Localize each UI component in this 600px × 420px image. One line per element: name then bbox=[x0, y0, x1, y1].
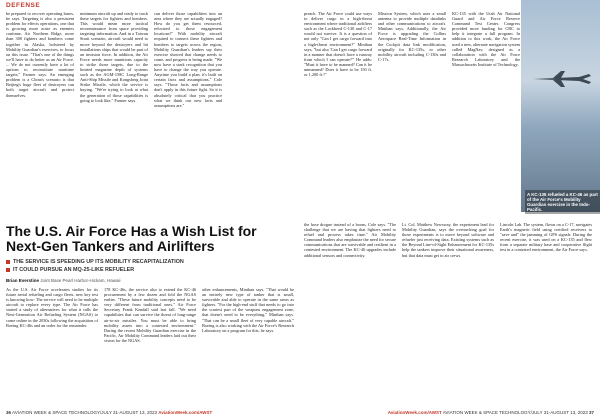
text-column bbox=[304, 11, 372, 216]
paragraph: minimum aircraft up and ready to track these targets for fighters and bombers. This would mean more tactical reconnaissance from space providing targeting information. And in a Taiwan Strait scenario, aircraft would need to move beyond the destroyers and hit installations ships that would be part of an invasion force. In addition, the Air Force needs more munitions capacity to strike those targets, due to the limited magazine depth of systems such as the AGM-158C Long-Range Anti-Ship Missile and Kongsberg Joint Strike Missile, which the service is buying. "We're trying to look at what the generation of those capabilities is going to look like," Farmer says. bbox=[80, 11, 148, 103]
text-column bbox=[154, 11, 222, 216]
deck-bullets bbox=[6, 258, 184, 274]
top-columns bbox=[304, 11, 520, 216]
text-column bbox=[104, 287, 196, 403]
author-location: Joint Base Pearl Harbor-Hickam, Hawaii bbox=[40, 278, 121, 283]
bullet-item bbox=[6, 258, 184, 266]
publication-line: AVIATION WEEK & SPACE TECHNOLOGY/JULY 31-AUGUST 13, 2023 bbox=[12, 410, 157, 415]
right-page bbox=[300, 0, 600, 420]
publication-line: AVIATION WEEK & SPACE TECHNOLOGY/JULY 31-AUGUST 13, 2023 bbox=[442, 410, 588, 415]
paragraph: other enhancements, Minihan says. "That would be an entirely new type of tanker that is small, survivable and able to operate in the same areas as fighters. "For the high-end stuff that needs to go into the scariest part of the weapons engagement zone, that doesn't need to be everything," Minihan says. "That can be a small fleet of very capable aircraft." Boeing is also working with the Air Force's Research Laboratory on a program for this, he says. bbox=[202, 287, 294, 333]
footer-right bbox=[388, 410, 594, 415]
author-name: Brian Everstine bbox=[6, 278, 40, 283]
bullet-square-icon bbox=[6, 260, 10, 264]
text-column bbox=[500, 222, 592, 404]
paragraph: KC-135 with the Utah Air National Guard and Air Force Reserve Command Test Center. Congress provided more funding for CRC to help it integrate a full program. In addition to this work, the Air Force used a new, alternate navigation system called MagNav, designed as a collaboration with the Air Force Research Laboratory and the Massachusetts Institute of Technology. bbox=[452, 11, 520, 67]
text-column bbox=[304, 222, 396, 404]
paragraph: the hose drogue instead of a boom, Cole says. "The challenge that we are having that fighters need to refuel and process takes time." Air Mobility Command leaders also emphasize the need for secure communications that are survivable and resilient in a contested environment. The KC-46 upgrades include additional sensors and connectivity. bbox=[304, 222, 396, 258]
tanker-aircraft-icon bbox=[531, 70, 593, 88]
article-headline: The U.S. Air Force Has a Wish List for Next-Gen Tankers and Airlifters bbox=[6, 223, 257, 254]
text-column bbox=[6, 287, 98, 403]
byline bbox=[6, 278, 121, 283]
top-columns bbox=[6, 11, 222, 216]
paragraph: 178 KC-46s, the service also to extend the KC-46 procurement by a few dozen and fold the NGAS earlier. "These future mobility concepts need to be very different from traditional ones," Air Force Secretary Frank Kendall said last fall. "We need capabilities that can survive the threat of long-range air-to-air missiles. You must be able to bring mobility assets into a contested environment." During the recent Mobility Guardian exercise in the Pacific, Air Mobility Command leaders laid out their vision for the NGAS. bbox=[104, 287, 196, 343]
photo-caption: A KC-135 refueled a KC-46 as part of the Air Force's Mobility Guardian exercise in the Indo-Pacific. bbox=[525, 190, 600, 214]
text-column bbox=[452, 11, 520, 216]
footer-url[interactable]: AviationWeek.com/AWST bbox=[387, 410, 442, 415]
paragraph: Lt. Col. Matthew Newsway, the experiment lead for Mobility Guardian, says the overarching goal for those experiments is to move beyond software and refueler just receiving data. Existing systems such as the Beyond Line-of-Sight Enhancement for KC-135s help the tankers improve their situational awareness, but that data must get to air crews. bbox=[402, 222, 494, 258]
lower-columns bbox=[6, 287, 294, 403]
text-column bbox=[80, 11, 148, 216]
footer-left bbox=[6, 410, 212, 415]
lower-columns bbox=[304, 222, 592, 404]
bullet-text: THE SERVICE IS SPEEDING UP ITS MOBILITY RECAPITALIZATION bbox=[13, 259, 184, 265]
paragraph: can deliver those capabilities into an area where they are actually engaged? How do you get them resourced, relocated to those engagement locations?" With mobility aircraft required to connect these fighters and bombers to targets across the region, Mobility Guardian's leaders say their exercise showed that change needs to come, and progress is being made. "We now have a stark recognition that you have to change the way you operate. Anytime you build a plan, it's built on certain facts and assumptions," Cole says. "Those facts and assumptions don't apply in this future fight. So it is absolutely critical that you practice what we think our new facts and assumptions are." bbox=[154, 11, 222, 108]
text-column bbox=[402, 222, 494, 404]
paragraph: Mission System, which uses a small antenna to provide multiple datalinks and other communications to aircraft. Minihan says, Additionally, the Air Force is upgrading the Collins Aerospace Real-Time Information in the Cockpit data link modification, originally for KC-135s, to other mobility aircraft including C-130s and C-17s. bbox=[378, 11, 446, 62]
paragraph: As the U.S. Air Force accelerates studies for its future aerial refueling and cargo fleets, new key test is knowing how: The service will need to be multiple aircraft to replace every type. The Air Force has started a study of alternatives for what it calls the Next-Generation Air Refueling System (NGAS) to come online in the 2030s following the acquisition of Boeing KC-46s and an order for the remainder. bbox=[6, 287, 98, 328]
footer-url[interactable]: AviationWeek.com/AWST bbox=[158, 410, 213, 415]
aircraft-photo bbox=[521, 0, 600, 212]
text-column bbox=[202, 287, 294, 403]
paragraph: Lincoln Lab. The system, flown on a C-17, navigates Earth's magnetic field using certified receivers to "save and" the jamming of GPS signals. During the recent exercise, it was used on a KC-135 and flew from a separate military base and cooperative flight test in a contested environment, the Air Force says. bbox=[500, 222, 592, 253]
page-number: 36 bbox=[6, 410, 12, 415]
bullet-square-icon bbox=[6, 268, 10, 272]
paragraph: preach. The Air Force could use ways to deliver cargo in a high-threat environment where traditional airlifters such as the Lockheed C-130 and C-17 would not survive. It is a question of not only "Can I get cargo forward into a high-threat environment?" Minihan says, "but also 'Can I get cargo forward in a manner that doesn't have a runway from which I can operate?'" He adds: "Must it have to be manned? Can it be unmanned? Does it have to be 150 ft. or 1,200 ft.?" bbox=[304, 11, 372, 78]
bullet-item bbox=[6, 266, 184, 274]
text-column bbox=[378, 11, 446, 216]
page-number: 37 bbox=[588, 410, 594, 415]
text-column bbox=[6, 11, 74, 216]
bullet-text: IT COULD PURSUE AN MQ-25-LIKE REFUELER bbox=[13, 267, 135, 273]
paragraph: be prepared to recover operating bases, he says. Targeting is also a persistent problem for effects operations, one that is growing more acute as enemies continue, Air Northern Ridge, more than 300 fighters and bombers come together in Alaska, bolstered by Mobility Guardian's exercises, to focus on this issue. "That's one of the things we'll have to do better as an Air Force. ... We do not currently have a lot of options to reconstitute maritime targets," Farmer says. An emerging problem is a China's scenario is that Beijing's huge fleet of destroyers can both target aircraft and protect themselves. bbox=[6, 11, 74, 98]
section-label: DEFENSE bbox=[6, 2, 41, 9]
